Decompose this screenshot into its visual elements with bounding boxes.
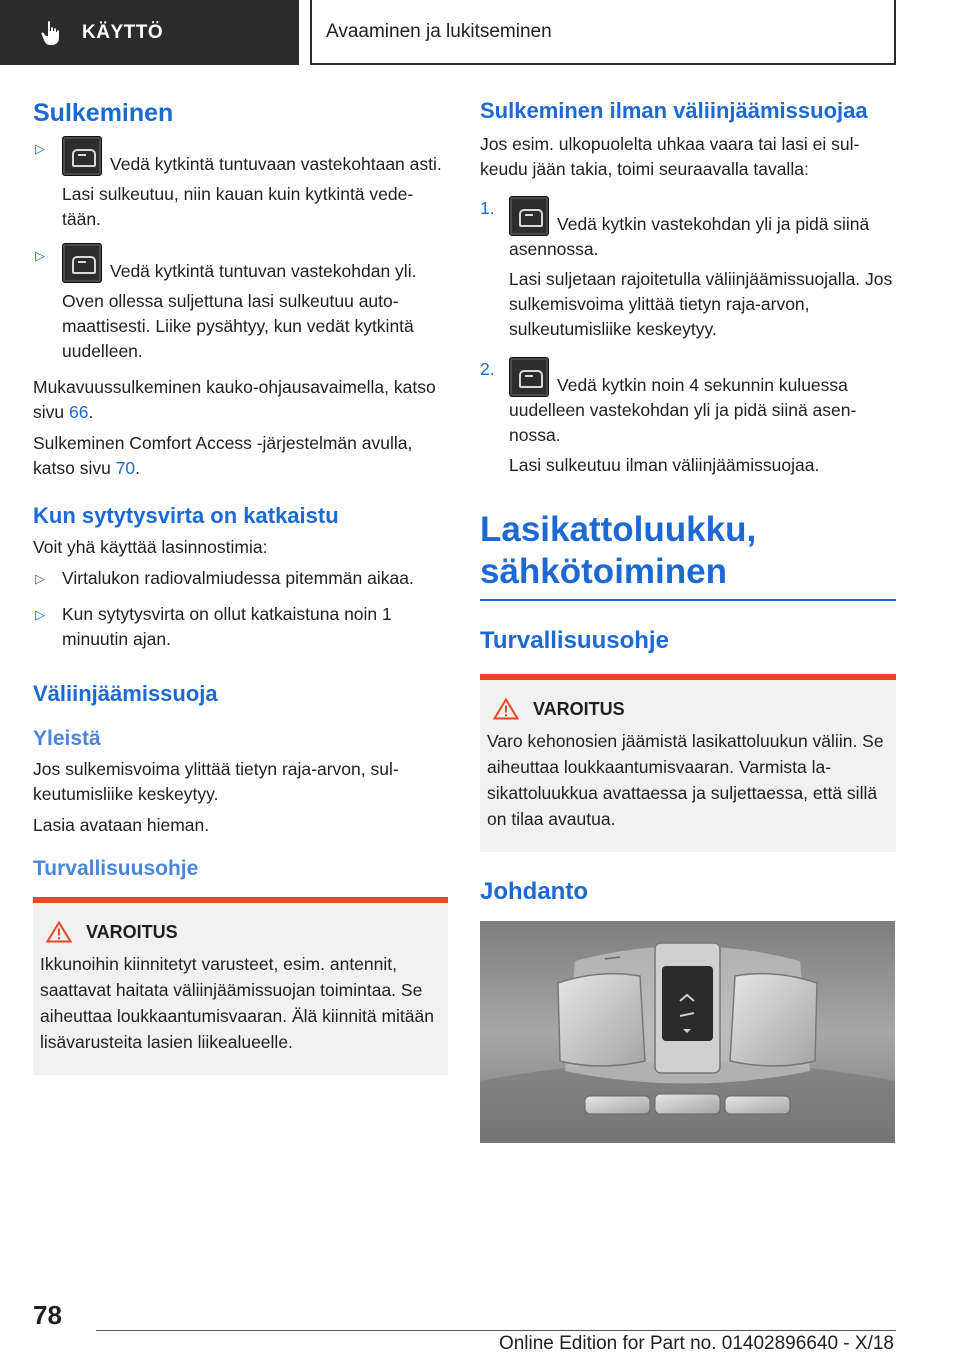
list-item <box>33 243 448 369</box>
step-result: Oven ollessa suljettuna lasi sulkeutuu auto‐ maattisesti. Liike pysähtyy, kun vedät kytkintä uudelleen. <box>62 291 414 361</box>
remote-closing-text: Mukavuussulkeminen kauko-ohjausavaimella, katso sivu 66. <box>33 377 436 422</box>
general-text-2: Lasia avataan hieman. <box>33 814 210 835</box>
section-tab <box>0 0 299 65</box>
step-action: Vedä kytkintä tuntuvan vastekohdan yli. <box>110 261 417 281</box>
list-item <box>480 357 896 483</box>
step-result: Lasi suljetaan rajoitetulla väliinjäämissuojalla. Jos sulkemisvoima ylittää tietyn raja-arvon, sulkeutumisliike keskeytyy. <box>509 269 893 340</box>
warning-label: VAROITUS <box>533 698 625 719</box>
hand-pointer-icon <box>40 20 64 46</box>
heading-closing-without-pinch: Sulkeminen ilman väliinjäämissuojaa <box>480 98 868 123</box>
step-result: Lasi sulkeutuu ilman väliinjäämissuojaa. <box>509 455 820 476</box>
heading-general: Yleistä <box>33 726 101 750</box>
window-switch-icon <box>62 136 102 176</box>
warning-triangle-icon <box>493 698 519 720</box>
heading-ignition-off: Kun sytytysvirta on katkaistu <box>33 503 339 528</box>
list-item <box>480 196 896 347</box>
right-column <box>480 98 896 1143</box>
list-item <box>33 566 448 596</box>
footer-divider <box>96 1330 896 1331</box>
step-number: 2. <box>480 359 495 380</box>
step-number: 1. <box>480 198 495 219</box>
bullet-text: Kun sytytysvirta on ollut katkaistuna noin 1 minuutin ajan. <box>62 604 392 650</box>
chapter-title <box>310 0 896 65</box>
warning-box <box>480 674 896 852</box>
no-pinch-intro: Jos esim. ulkopuolelta uhkaa vaara tai lasi ei sul‐ keudu jään takia, toimi seuraavalla tavalla: <box>480 134 860 180</box>
edition-footer: Online Edition for Part no. 01402896640 - X/18 <box>498 1333 894 1354</box>
overhead-console-illustration <box>480 921 895 1143</box>
step-action: Vedä kytkin noin 4 sekunnin kuluessa uudelleen vastekohdan yli ja pidä siinä asen‐ nossa. <box>509 375 857 446</box>
ignition-intro: Voit yhä käyttää lasinnostimia: <box>33 537 268 558</box>
page-link-66[interactable]: 66 <box>68 402 89 422</box>
triangle-bullet-icon: ▷ <box>35 571 45 587</box>
triangle-bullet-icon: ▷ <box>35 248 45 263</box>
triangle-bullet-icon: ▷ <box>35 607 45 623</box>
warning-label: VAROITUS <box>86 921 178 942</box>
warning-triangle-icon <box>46 921 72 943</box>
window-switch-icon <box>62 243 102 283</box>
chapter-label: Avaaminen ja lukitseminen <box>326 20 552 42</box>
heading-pinch-protection: Väliinjäämissuoja <box>33 681 218 707</box>
warning-text: Varo kehonosien jäämistä lasikattoluukun väliin. Se aiheuttaa loukkaantumisvaaran. Varmista la‐ sikattoluukkua avattaessa ja suljettaessa, että sillä on tilaa avautua. <box>487 731 884 830</box>
section-label: KÄYTTÖ <box>82 21 164 43</box>
heading-sunroof: Lasikattoluukku, sähkötoiminen <box>480 509 896 601</box>
step-action: Vedä kytkin vastekohdan yli ja pidä siinä asennossa. <box>509 214 870 260</box>
list-item <box>33 136 448 237</box>
page-link-70[interactable]: 70 <box>115 458 136 478</box>
warning-box <box>33 897 448 1075</box>
heading-sulkeminen: Sulkeminen <box>33 99 174 127</box>
triangle-bullet-icon: ▷ <box>35 141 45 156</box>
general-text-1: Jos sulkemisvoima ylittää tietyn raja-arvon, sul‐ keutumisliike keskeytyy. <box>33 758 399 804</box>
page-number: 78 <box>33 1300 62 1330</box>
window-switch-icon <box>509 357 549 397</box>
step-action: Vedä kytkintä tuntuvaan vastekohtaan asti. <box>110 154 442 174</box>
list-item <box>33 602 448 657</box>
step-result: Lasi sulkeutuu, niin kauan kuin kytkintä vede‐ tään. <box>62 184 414 229</box>
window-switch-icon <box>509 196 549 236</box>
bullet-text: Virtalukon radiovalmiudessa pitemmän aikaa. <box>62 568 414 589</box>
comfort-access-text: Sulkeminen Comfort Access -järjestelmän avulla, katso sivu 70. <box>33 433 413 478</box>
heading-safety: Turvallisuusohje <box>33 856 199 880</box>
heading-safety: Turvallisuusohje <box>480 627 669 655</box>
sunroof-control-photo <box>480 921 895 1143</box>
heading-introduction: Johdanto <box>480 878 588 906</box>
warning-text: Ikkunoihin kiinnitetyt varusteet, esim. antennit, saattavat haitata väliinjäämissuojan toimintaa. Se aiheuttaa loukkaantumisvaaran. Älä kiinnitä mitään lisävarusteita lasien liikealueelle. <box>40 954 434 1053</box>
left-column <box>33 98 448 1075</box>
